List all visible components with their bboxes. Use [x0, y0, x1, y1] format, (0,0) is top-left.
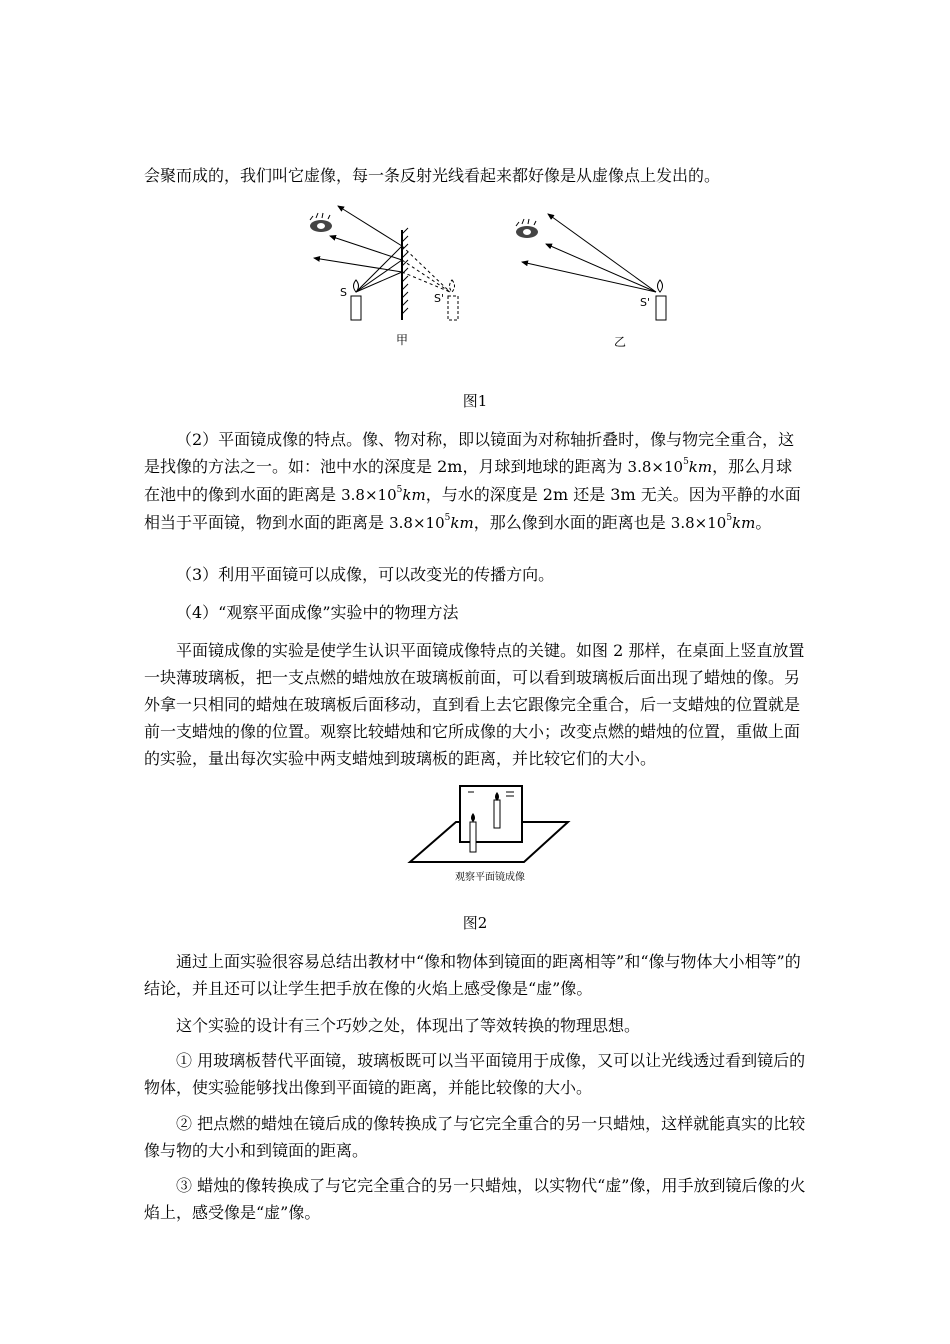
label-s: S [340, 286, 347, 299]
para2-text-e: 。 [755, 513, 772, 532]
candle-object [351, 280, 361, 320]
paragraph-6: 通过上面实验很容易总结出教材中“像和物体到镜面的距离相等”和“像与物体大小相等”的结论，并且还可以让学生把手放在像的火焰上感受像是“虚”像。 [144, 952, 801, 998]
figure-1-title: 图1 [462, 392, 488, 410]
paragraph-2 [144, 426, 808, 537]
figure-2-label: 观察平面镜成像 [455, 872, 525, 883]
paragraph-8: ① 用玻璃板替代平面镜，玻璃板既可以当平面镜用于成像，又可以让光线透过看到镜后的物体，使实验能够找出像到平面镜的距离，并能比较像的大小。 [144, 1051, 806, 1097]
para2-text-d: ，那么像到水面的距离也是 [473, 513, 666, 532]
paragraph-10: ③ 蜡烛的像转换成了与它完全重合的另一只蜡烛，以实物代“虚”像，用手放到镜后像的火焰上，感受像是“虚”像。 [144, 1176, 806, 1222]
figure-1-diagram [300, 196, 680, 356]
candle-image-right [656, 280, 666, 320]
figure-2-diagram [404, 780, 576, 886]
incident-rays [356, 246, 402, 292]
distance-value-1: $3.8\times 10^5km$ [627, 457, 713, 476]
para2-text-a: （2）平面镜成像的特点。像、物对称，即以镜面为对称轴折叠时，像与物完全重合，这是找像的方法之一。如：池中水的深度是 2m，月球到地球的距离为 [144, 430, 795, 476]
paragraph-9: ② 把点燃的蜡烛在镜后成的像转换成了与它完全重合的另一只蜡烛，这样就能真实的比较像与物的大小和到镜面的距离。 [144, 1114, 806, 1160]
caption-right: 乙 [614, 335, 627, 349]
paragraph-7: 这个实验的设计有三个巧妙之处，体现出了等效转换的物理思想。 [176, 1016, 641, 1035]
para2-text-b: ，那么月球在池中的像到水面的距离是 [144, 457, 793, 504]
figure-2-title: 图2 [462, 914, 488, 932]
paragraph-5: 平面镜成像的实验是使学生认识平面镜成像特点的关键。如图 2 那样，在桌面上竖直放置一块薄玻璃板，把一支点燃的蜡烛放在玻璃板前面，可以看到玻璃板后面出现了蜡烛的像。另外拿一只相同的蜡烛在玻璃板后面移动，直到看上去它跟像完全重合，后一支蜡烛的位置就是前一支蜡烛的像的位置。观察比较蜡烛和它所成像的大小；改变点燃的蜡烛的位置，重做上面的实验，量出每次实验中两支蜡烛到玻璃板的距离，并比较它们的大小。 [144, 641, 805, 768]
distance-value-2: $3.8\times 10^5km$ [341, 485, 426, 504]
distance-value-3: $3.8\times 10^5km$ [389, 513, 474, 532]
candle-virtual-image [448, 280, 458, 320]
label-s-prime-right: S' [640, 296, 651, 309]
reflected-rays [314, 206, 402, 272]
para2-text-c: ，与水的深度是 2m 还是 3m 无关。因为平静的水面相当于平面镜，物到水面的距离是 [144, 485, 801, 532]
label-s-prime-left: S' [434, 292, 445, 305]
paragraph-4: （4）“观察平面成像”实验中的物理方法 [176, 603, 459, 622]
caption-left: 甲 [396, 333, 409, 347]
intro-paragraph: 会聚而成的，我们叫它虚像，每一条反射光线看起来都好像是从虚像点上发出的。 [144, 166, 721, 185]
figure-1 [300, 196, 680, 356]
virtual-rays [402, 246, 450, 292]
figure-2 [404, 780, 576, 886]
paragraph-3: （3）利用平面镜可以成像，可以改变光的传播方向。 [176, 565, 555, 584]
virtual-image-rays [522, 214, 656, 292]
eye-icon-left [310, 213, 332, 232]
eye-icon-right [516, 219, 538, 238]
glass-plate [460, 786, 522, 842]
distance-value-4: $3.8\times 10^5km$ [670, 513, 756, 532]
